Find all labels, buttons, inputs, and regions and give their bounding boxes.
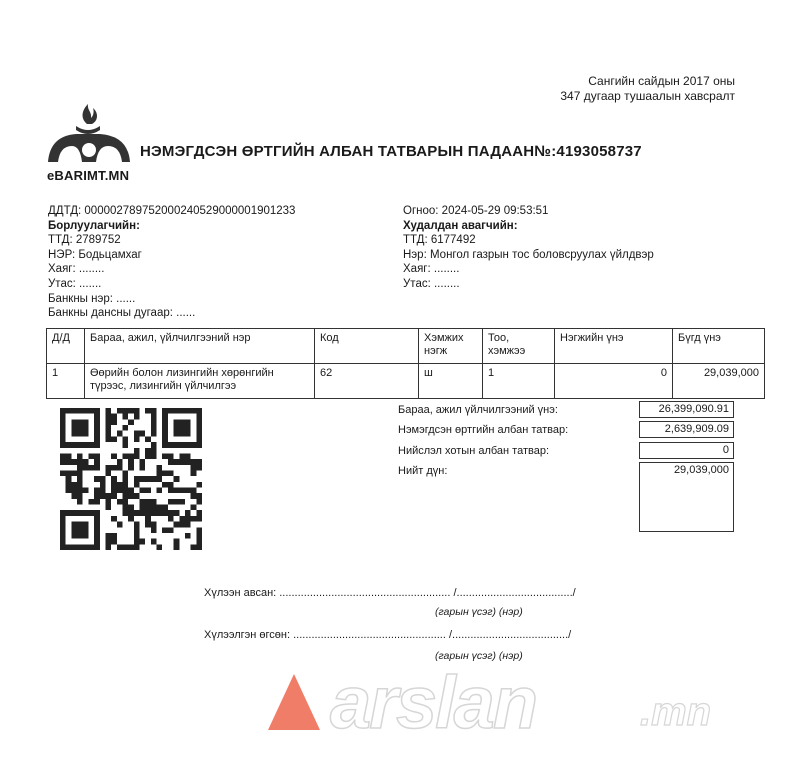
table-header-row	[47, 329, 765, 364]
vat-value: 2,639,909.09	[639, 421, 734, 438]
seller-address: Хаяг: ........	[48, 263, 105, 276]
seller-phone: Утас: .......	[48, 277, 102, 290]
watermark-tld: .mn	[640, 690, 712, 734]
col-header-qty-line1: Тоо,	[488, 332, 510, 344]
cell-name-line1: Өөрийн болон лизингийн хөрөнгийн	[90, 367, 274, 379]
cell-total: 29,039,000	[673, 364, 765, 399]
col-header-code: Код	[315, 329, 419, 364]
buyer-info	[403, 204, 654, 292]
decree-line-2: 347 дугаар тушаалын хавсралт	[560, 89, 735, 103]
col-header-no: Д/Д	[47, 329, 85, 364]
cell-qty: 1	[483, 364, 555, 399]
seller-heading: Борлуулагчийн:	[48, 219, 140, 232]
buyer-address: Хаяг: ........	[403, 263, 460, 276]
items-table	[46, 328, 765, 399]
seller-account: Банкны дансны дугаар: ......	[48, 307, 196, 320]
invoice-title: НЭМЭГДСЭН ӨРТГИЙН АЛБАН ТАТВАРЫН ПАДААН№:4193058737	[140, 143, 642, 160]
invoice-date: Огноо: 2024-05-29 09:53:51	[403, 205, 549, 217]
seller-info	[48, 204, 295, 321]
seller-name: НЭР: Бодьцамхаг	[48, 248, 142, 261]
cell-no: 1	[47, 364, 85, 399]
city-tax-value: 0	[639, 442, 734, 459]
cell-name-line2: түрээс, лизингийн үйлчилгээ	[90, 380, 237, 392]
buyer-ttd: ТТД: 6177492	[403, 234, 476, 247]
decree-line-1: Сангийн сайдын 2017 оны	[588, 74, 735, 88]
col-header-qty	[483, 329, 555, 364]
vat-label: Нэмэгдсэн өртгийн албан татвар:	[398, 424, 569, 436]
grand-total-label: Нийт дүн:	[398, 465, 448, 477]
ddtd-number: ДДТД: 000002789752000240529000001901233	[48, 205, 296, 217]
goods-amount-label: Бараа, ажил үйлчилгээний үнэ:	[398, 404, 558, 416]
goods-amount-value: 26,399,090.91	[639, 401, 734, 418]
col-header-unit-line2: нэгж	[424, 345, 448, 357]
watermark-brand: arslan	[330, 661, 537, 744]
handed-signature-line: Хүлээлгэн өгсөн: .................................................. /....................................../	[204, 629, 572, 641]
seller-ttd: ТТД: 2789752	[48, 234, 121, 247]
col-header-price: Нэгжийн үнэ	[555, 329, 673, 364]
decree-note	[560, 74, 735, 104]
grand-total-value: 29,039,000	[639, 462, 734, 532]
city-tax-label: Нийслэл хотын албан татвар:	[398, 445, 549, 457]
cell-code: 62	[315, 364, 419, 399]
cell-unit: ш	[419, 364, 483, 399]
col-header-qty-line2: хэмжээ	[488, 345, 526, 357]
logo-text: eBARIMT.MN	[47, 168, 130, 183]
buyer-name: Нэр: Монгол газрын тос боловсруулах үйлдвэр	[403, 248, 654, 261]
col-header-unit-line1: Хэмжих	[424, 332, 464, 344]
handed-signature-hint: (гарын үсэг) (нэр)	[435, 650, 523, 662]
watermark-triangle-icon	[266, 672, 322, 732]
col-header-unit	[419, 329, 483, 364]
col-header-total: Бүгд үнэ	[673, 329, 765, 364]
buyer-phone: Утас: ........	[403, 277, 460, 290]
qr-code-icon	[60, 408, 202, 550]
seller-bank: Банкны нэр: ......	[48, 292, 136, 305]
received-signature-line: Хүлээн авсан: ........................................................ /....................................../	[204, 587, 576, 599]
cell-price: 0	[555, 364, 673, 399]
table-row	[47, 364, 765, 399]
received-signature-hint: (гарын үсэг) (нэр)	[435, 606, 523, 618]
cell-name	[85, 364, 315, 399]
buyer-heading: Худалдан авагчийн:	[403, 219, 518, 232]
col-header-name: Бараа, ажил, үйлчилгээний нэр	[85, 329, 315, 364]
